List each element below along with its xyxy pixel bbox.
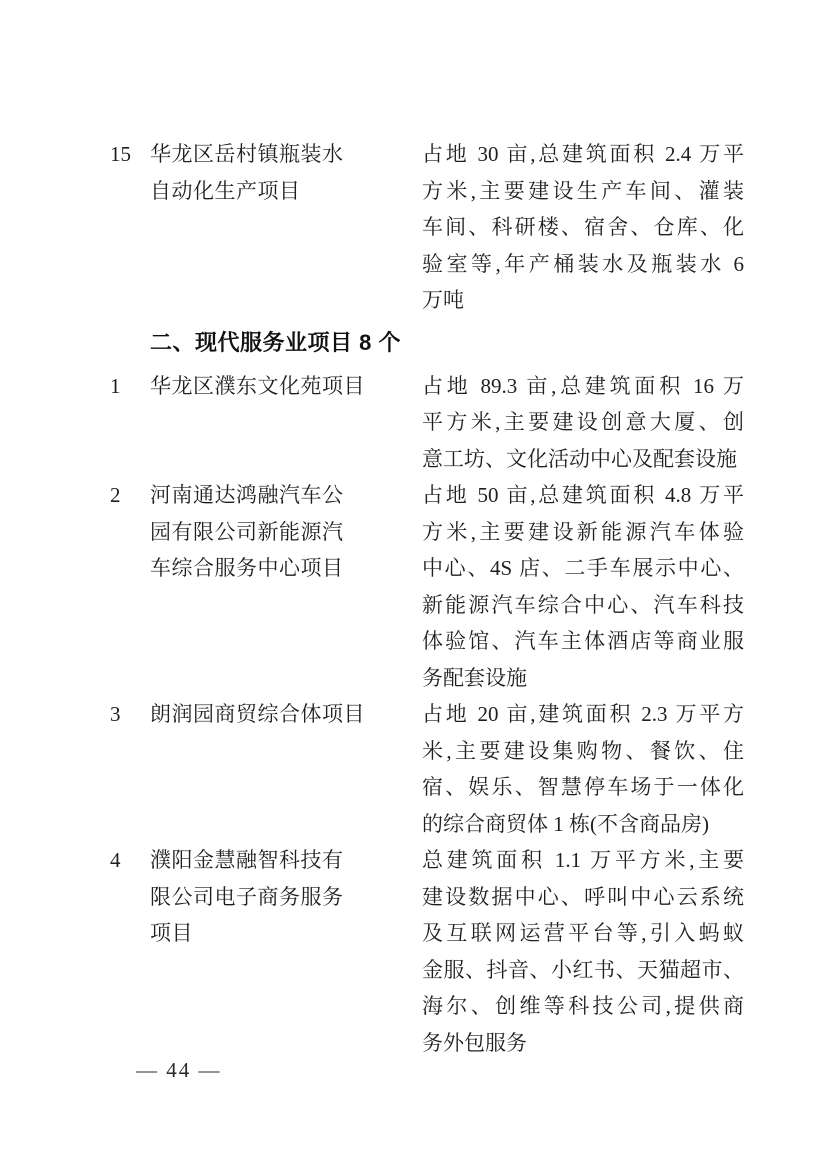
project-name-line: 朗润园商贸综合体项目 bbox=[150, 702, 365, 726]
project-description-line: 及互联网运营平台等,引入蚂蚁 bbox=[422, 921, 744, 945]
project-name bbox=[150, 842, 398, 952]
project-name bbox=[150, 136, 398, 209]
project-description-line: 总建筑面积 1.1 万平方米,主要 bbox=[422, 848, 744, 872]
project-name bbox=[150, 696, 398, 733]
project-number: 3 bbox=[110, 702, 121, 726]
project-description-line: 中心、4S 店、二手车展示中心、 bbox=[422, 556, 744, 580]
project-description-line: 务外包服务 bbox=[422, 1030, 527, 1055]
project-number: 2 bbox=[110, 483, 121, 507]
project-number: 1 bbox=[110, 373, 121, 398]
project-description-line: 的综合商贸体 1 栋(不含商品房) bbox=[422, 811, 709, 836]
project-name-line: 濮阳金慧融智科技有 bbox=[150, 848, 344, 872]
project-description bbox=[422, 368, 744, 478]
project-description-line: 平方米,主要建设创意大厦、创 bbox=[422, 410, 744, 434]
project-name-line: 车综合服务中心项目 bbox=[150, 556, 344, 580]
project-description-line: 占地 50 亩,总建筑面积 4.8 万平 bbox=[422, 483, 744, 507]
project-description-line: 体验馆、汽车主体酒店等商业服 bbox=[422, 629, 744, 653]
project-description-line: 验室等,年产桶装水及瓶装水 6 bbox=[422, 251, 744, 276]
project-name-line: 园有限公司新能源汽 bbox=[150, 519, 344, 544]
project-row bbox=[110, 136, 744, 319]
project-description bbox=[422, 136, 744, 319]
project-name bbox=[150, 477, 398, 587]
project-description-line: 车间、科研楼、宿舍、仓库、化 bbox=[422, 215, 744, 239]
page-number: — 44 — bbox=[136, 1058, 222, 1082]
project-row bbox=[110, 477, 744, 696]
project-description bbox=[422, 842, 744, 1061]
project-description-line: 占地 20 亩,建筑面积 2.3 万平方 bbox=[422, 702, 744, 726]
section-heading: 二、现代服务业项目 8 个 bbox=[150, 329, 401, 355]
project-description-line: 方米,主要建设新能源汽车体验 bbox=[422, 519, 744, 544]
project-name-line: 限公司电子商务服务 bbox=[150, 884, 344, 909]
project-row bbox=[110, 368, 744, 478]
project-description-line: 宿、娱乐、智慧停车场于一体化 bbox=[422, 775, 744, 799]
project-name-line: 项目 bbox=[150, 921, 193, 945]
project-name bbox=[150, 368, 398, 405]
project-description bbox=[422, 477, 744, 696]
project-description-line: 占地 30 亩,总建筑面积 2.4 万平 bbox=[422, 142, 744, 166]
project-description-line: 米,主要建设集购物、餐饮、住 bbox=[422, 738, 744, 763]
project-description-line: 建设数据中心、呼叫中心云系统 bbox=[422, 884, 744, 909]
project-description-line: 海尔、创维等科技公司,提供商 bbox=[422, 994, 744, 1018]
project-name-line: 自动化生产项目 bbox=[150, 178, 301, 203]
project-number: 4 bbox=[110, 848, 121, 872]
project-description-line: 金服、抖音、小红书、天猫超市、 bbox=[422, 957, 744, 982]
project-description-line: 方米,主要建设生产车间、灌装 bbox=[422, 178, 744, 203]
project-row bbox=[110, 842, 744, 1061]
project-description-line: 万吨 bbox=[422, 288, 464, 312]
project-row bbox=[110, 696, 744, 842]
project-description-line: 意工坊、文化活动中心及配套设施 bbox=[422, 446, 737, 471]
project-name-line: 华龙区岳村镇瓶装水 bbox=[150, 142, 344, 166]
project-description-line: 新能源汽车综合中心、汽车科技 bbox=[422, 592, 744, 617]
project-number: 15 bbox=[110, 142, 131, 166]
project-name-line: 华龙区濮东文化苑项目 bbox=[150, 373, 365, 398]
project-description-line: 务配套设施 bbox=[422, 665, 527, 690]
project-name-line: 河南通达鸿融汽车公 bbox=[150, 483, 344, 507]
project-description bbox=[422, 696, 744, 842]
project-list bbox=[110, 136, 744, 1061]
project-description-line: 占地 89.3 亩,总建筑面积 16 万 bbox=[422, 373, 744, 398]
